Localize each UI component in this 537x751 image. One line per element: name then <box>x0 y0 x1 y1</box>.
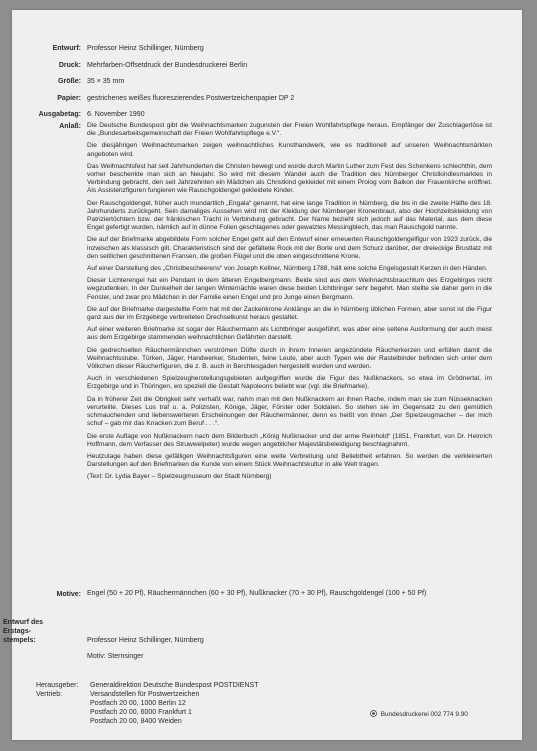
anlass-paragraph: Die erste Auflage von Nußknackern nach dem Bilderbuch „König Nußknacker und der arme Reinhold“ (1851, Frankfurt, von Dr. Heinrich Hoffmann, dem Verfasser des Struwwelpeter) wurde wegen angeblicher Majestätsbeleidigung beschlagnahmt. <box>87 432 492 448</box>
anlass-paragraph: Auf einer weiteren Briefmarke ist sogar der Räuchermann als Lichtbringer ausgeführt, was aber eine seltene Ausformung der auch meist aus dem Erzgebirge stammenden weihnachtlichen Gefährten darstellt. <box>87 326 492 342</box>
anlass-body <box>87 122 492 486</box>
stempel-label <box>3 618 72 645</box>
papier-value: gestrichenes weißes fluoreszierendes Postwertzeichenpapier DP 2 <box>87 95 295 102</box>
stempel-value: Professor Heinz Schillinger, Nürnberg <box>87 637 204 644</box>
anlass-paragraph: Das Weihnachtsfest hat seit Jahrhunderten die Christen bewegt und wurde durch Martin Luther zum Fest des Schenkens schlechthin, dem vorher beschenkte man sich an Neujahr. So wird mit diesem Wandel auch die Tradition des Nürnberger Christkindlesmarktes in Verbindung gebracht, den seit Jahrzehnten ein Mädchen als Christkind gekleidet mit einem Prolog vom Balkon der Frauenkirche eröffnet. Als Assistenzfiguren fungieren wie Rauschgoldengel gekleidete Kinder. <box>87 162 492 195</box>
anlass-paragraph: Die auf der Briefmarke abgebildete Form solcher Engel geht auf den Entwurf einer erneuerten Rauschgoldengelfigur von 1923 zurück, die inzwischen als klassisch gilt. Charakteristisch sind der gefältelte Rock mit der Borte und dem Schurz darüber, der dreieckige Brustlatz mit den seitlichen geschnittenen Fransen, die großen Flügel und die oben eingeschnittene Krone. <box>87 236 492 260</box>
anlass-paragraph: Heutzutage haben diese gefälligen Weihnachtsfiguren eine weite Verbreitung und Beliebtheit erfahren. So werden die verkleinerten Darstellungen auf den Briefmarken die Kunde von einem Stück Weihnachtskultur in alle Welt tragen. <box>87 452 492 469</box>
entwurf-label: Entwurf: <box>52 45 81 52</box>
bundesdruckerei-logo-icon <box>370 710 377 717</box>
motive-value: Engel (50 + 20 Pf), Räuchermännchen (60 + 30 Pf), Nußknacker (70 + 30 Pf), Rauschgoldengel (100 + 50 Pf) <box>87 590 427 597</box>
anlass-paragraph: Der Rauschgoldengel, früher auch mundartlich „Engala“ genannt, hat eine lange Tradition in Nürnberg, die bis in die zweite Hälfte des 18. Jahrhunderts zurückgeht. Sein damaliges Aussehen wird mit der Kleidung der Nürnberger Kronenbraut, also der Hochzeitskleidung von Patriziertöchtern bzw. der fränkischen Tracht in Verbindung gebracht. Der Name bezieht sich jedoch auf das Material, aus dem diese Engel gefertigt wurden, nämlich auf in dünne Folien geschlagenes oder gewalztes Messingblech, das man Rauschgold nannte. <box>87 199 492 232</box>
anlass-paragraph: Dieser Lichterengel hat ein Pendant in dem älteren Engelbergmann. Beide sind aus dem Weihnachtsbrauchtum des Erzgebirges nicht wegzudenken. In der Dunkelheit der langen Winternächte waren diese beiden Lichtbringer sehr begehrt. Man stellte sie daher gern in die Fenster, und zwar pro Mädchen in der Familie einen Engel und pro Junge einen Bergmann. <box>87 277 492 301</box>
motive-label: Motive: <box>56 591 81 598</box>
stempel-label-line: Entwurf des <box>3 619 44 626</box>
document-sheet <box>3 10 522 740</box>
anlass-paragraph: Die diesjährigen Weihnachtsmarken zeigen weihnachtliches Kunsthandwerk, wie es traditionell auf unseren Weihnachtsmärkten angeboten wird. <box>87 142 492 158</box>
printer-mark <box>370 710 468 718</box>
ausgabetag-label: Ausgabetag: <box>38 111 81 118</box>
address-line: Postfach 20 00, 8400 Weiden <box>90 718 182 725</box>
anlass-paragraph: Die gedrechselten Räuchermännchen verströmen Düfte durch in ihrem Inneren angezündete Räucherkerzen und erfüllen damit die Weihnachtsstube. Türken, Jäger, Handwerker, Studenten, feine Leute, aber auch Typen wie der Rastelbinder befinden sich unter dem Völkchen dieser Räucherfiguren, die z. B. auch in Berchtesgaden hergestellt wurden und werden. <box>87 346 492 371</box>
stempel-label-line: Erstags- <box>3 628 32 635</box>
printer-mark-text: Bundesdruckerei 002 774 9.90 <box>380 711 468 718</box>
papier-label: Papier: <box>57 95 81 102</box>
entwurf-value: Professor Heinz Schillinger, Nürnberg <box>87 45 204 52</box>
address-line: Postfach 20 00, 6000 Frankfurt 1 <box>90 709 192 716</box>
groesse-value: 35 × 35 mm <box>87 78 125 85</box>
herausgeber-label: Herausgeber: <box>36 682 79 689</box>
druck-value: Mehrfarben-Offsetdruck der Bundesdruckerei Berlin <box>87 62 248 69</box>
herausgeber-labels <box>36 681 96 699</box>
anlass-paragraph: Da in früherer Zeit die Obrigkeit sehr verhaßt war, nahm man mit den Nußknackern an ihnen Rache, indem man sie zum Nüsseknacken verurteilte. Dieses Los traf u. a. Polizisten, Könige, Jäger, Förster oder Soldaten. So stehen sie im Gegensatz zu den gemütlich schmauchenden und liebenswerteren Erscheinungen der Räuchermänner, denn es heißt von ihnen „Der Spielzeugmacher – der mich schuf – gab mir das Knacken zum Beruf . . .“. <box>87 395 492 428</box>
herausgeber-address <box>90 681 350 726</box>
ausgabetag-value: 6. November 1990 <box>87 111 145 118</box>
groesse-label: Größe: <box>58 78 81 85</box>
address-line: Versandstellen für Postwertzeichen <box>90 691 200 698</box>
anlass-label: Anlaß: <box>59 123 81 130</box>
stempel-motiv: Motiv: Sternsinger <box>87 653 144 660</box>
address-line: Generaldirektion Deutsche Bundespost POSTDIENST <box>90 682 259 689</box>
vertrieb-label: Vertrieb: <box>36 691 63 698</box>
anlass-paragraph: Auch in verschiedenen Spielzeugherstellungsgebieten aufgegriffen wurde die Figur des Nußknackers, so etwa im Grödnertal, im Erzgebirge und in Thüringen, wo speziell die Gestalt Napoleons beliebt war (vgl. die Briefmarke). <box>87 375 492 391</box>
anlass-paragraph: Die Deutsche Bundespost gibt die Weihnachtsmarken zugunsten der Freien Wohlfahrtspflege heraus. Empfänger der Zuschlagerlöse ist die „Bundesarbeitsgemeinschaft der Freien Wohlfahrtspflege e.V.“. <box>87 122 492 138</box>
anlass-paragraph: Die auf der Briefmarke dargestellte Form hat mit der Zackenkrone Anklänge an die in Nürnberg üblichen Formen, aber sonst ist die Figur ganz aus der im Erzgebirge verbreiteten Drechselkunst heraus gestaltet. <box>87 305 492 322</box>
druck-label: Druck: <box>58 62 81 69</box>
stempel-label-line: stempels: <box>3 637 36 644</box>
anlass-paragraph: (Text: Dr. Lydia Bayer – Spielzeugmuseum der Stadt Nürnberg) <box>87 473 272 481</box>
address-line: Postfach 20 00, 1000 Berlin 12 <box>90 700 186 707</box>
anlass-paragraph: Auf einer Darstellung des „Christbescheerens“ von Joseph Kellner, Nürnberg 1788, hält eine solche Engelsgestalt Kerzen in den Händen. <box>87 265 488 273</box>
